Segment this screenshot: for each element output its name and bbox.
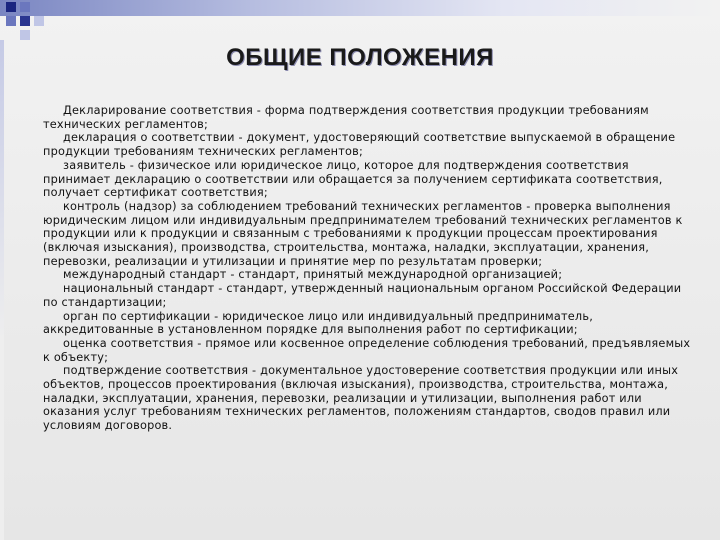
paragraph: Декларирование соответствия - форма подтверждения соответствия продукции требованиям технических регламентов; <box>43 104 649 131</box>
decor-square <box>6 2 16 12</box>
paragraph: декларация о соответствии - документ, удостоверяющий соответствие выпускаемой в обращение продукции требованиям технических регламентов; <box>43 131 676 159</box>
decor-square <box>20 2 30 12</box>
top-gradient-bar <box>0 0 720 16</box>
paragraph: международный стандарт - стандарт, принятый международной организацией; <box>63 268 563 282</box>
paragraph: заявитель - физическое или юридическое лицо, которое для подтверждения соответствия принимает декларацию о соответствии или обращается за получением сертификата соответствия, получает сертификат соответствия; <box>43 158 663 200</box>
slide-title: ОБЩИЕ ПОЛОЖЕНИЯ <box>226 44 494 71</box>
decor-square <box>20 16 30 26</box>
paragraph: контроль (надзор) за соблюдением требований технических регламентов - проверка выполнения юридическим лицом или индивидуальным предпринимателем требований технических регламентов к продукции или к продукции и связанным с требованиями к продукции процессам проектирования (включая изыскания), производства, строительства, монтажа, наладки, эксплуатации, хранения, перевозки, реализации и утилизации и принятие мер по результатам проверки; <box>43 199 683 268</box>
decor-square <box>20 30 30 40</box>
decor-square <box>34 16 44 26</box>
paragraph: подтверждение соответствия - документальное удостоверение соответствия продукции или иных объектов, процессов проектирования (включая изыскания), производства, строительства, монтажа, наладки, эксплуатации, хранения, перевозки, реализации и утилизации, выполнения работ или оказания услуг требованиям технических регламентов, положениям стандартов, сводов правил или условиям договоров. <box>43 364 679 433</box>
paragraph: оценка соответствия - прямое или косвенное определение соблюдения требований, предъявляемых к объекту; <box>43 336 691 364</box>
left-gradient-bar <box>0 40 4 540</box>
paragraph: орган по сертификации - юридическое лицо или индивидуальный предприниматель, аккредитованные в установленном порядке для выполнения работ по сертификации; <box>43 309 593 337</box>
decor-square <box>6 16 16 26</box>
paragraph: национальный стандарт - стандарт, утвержденный национальным органом Российской Федерации по стандартизации; <box>43 282 682 309</box>
definitions-body <box>43 104 693 433</box>
